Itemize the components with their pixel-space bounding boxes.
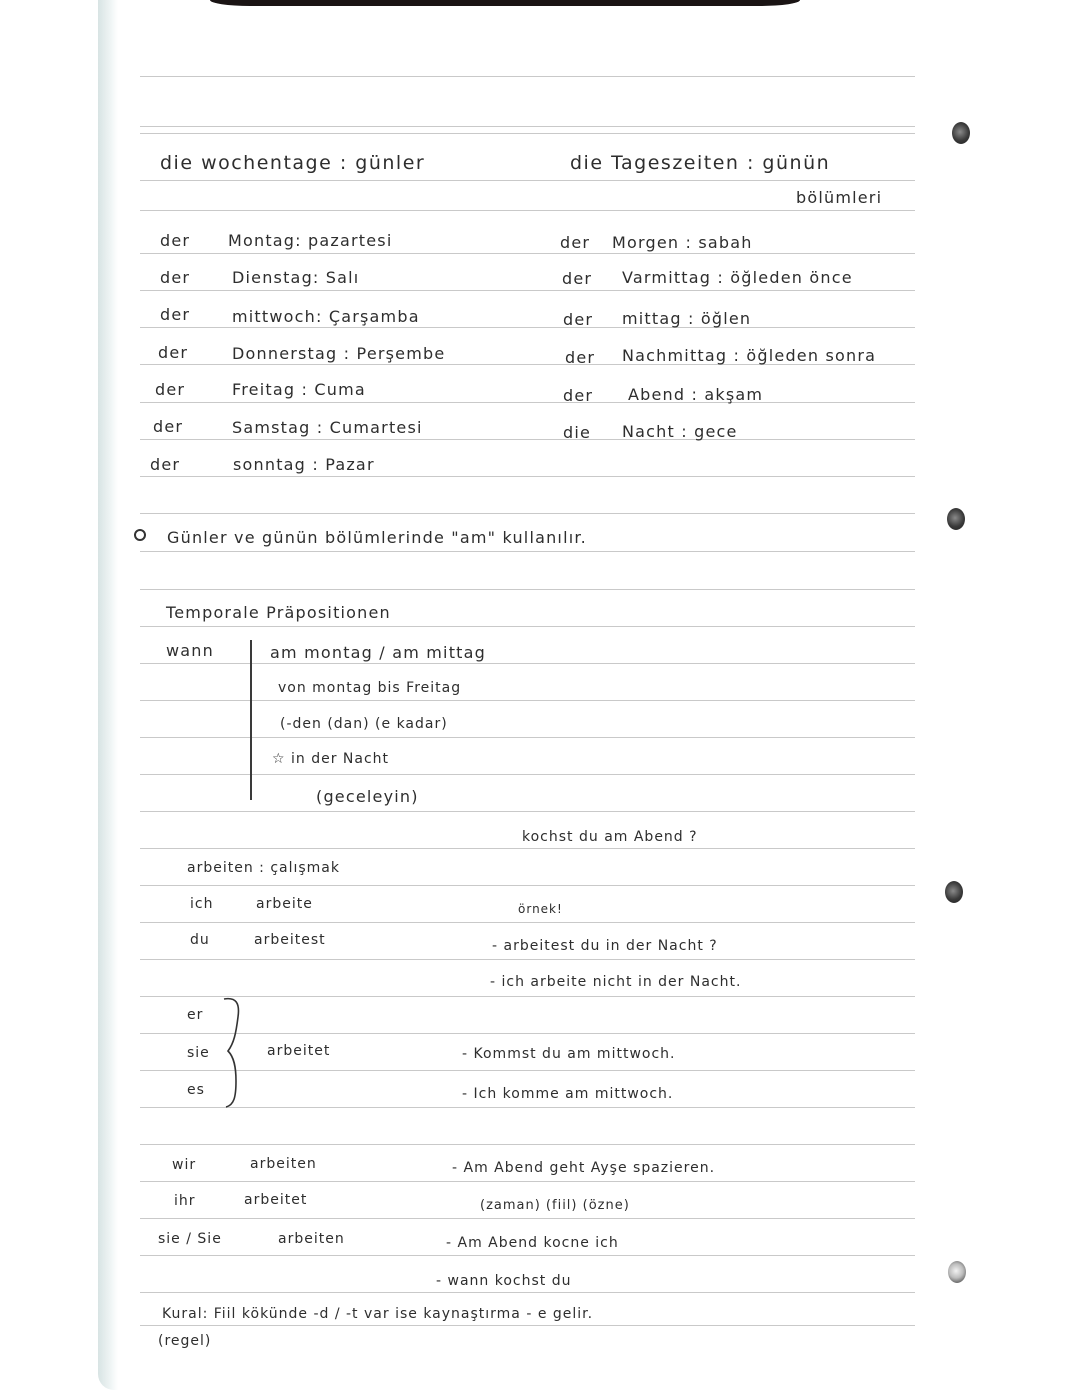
verb-form: arbeitest	[254, 932, 326, 948]
binder-hole	[945, 881, 963, 903]
daypart-word: Morgen : sabah	[612, 233, 753, 252]
ruled-line	[140, 885, 915, 886]
ruled-line	[140, 1033, 915, 1034]
example-line: - Am Abend geht Ayşe spazieren.	[452, 1160, 716, 1176]
ruled-line	[140, 774, 915, 775]
verb-form: arbeiten	[250, 1156, 317, 1172]
daypart-article: der	[562, 269, 593, 288]
ruled-line	[140, 1325, 915, 1326]
preposition-line: von montag bis Freitag	[278, 680, 462, 696]
ruled-line	[140, 1255, 915, 1256]
page-edge	[98, 0, 118, 1390]
ruled-line	[140, 76, 915, 77]
ruled-line	[140, 253, 915, 254]
question-example: kochst du am Abend ?	[522, 829, 698, 845]
daypart-article: der	[565, 348, 596, 367]
ruled-line	[140, 737, 915, 738]
binder-hole	[952, 122, 970, 144]
ruled-line	[140, 402, 915, 403]
weekday-word: Dienstag: Salı	[232, 268, 360, 287]
weekday-article: der	[153, 417, 184, 436]
ruled-line	[140, 811, 915, 812]
ruled-line	[140, 476, 915, 477]
ruled-line	[140, 663, 915, 664]
prepositions-title: Temporale Präpositionen	[166, 603, 391, 622]
daypart-word: Varmittag : öğleden önce	[622, 268, 853, 287]
ruled-line	[140, 1181, 915, 1182]
pronoun: du	[190, 932, 210, 948]
daypart-article: der	[563, 310, 594, 329]
weekday-article: der	[155, 380, 186, 399]
bullet-icon	[134, 529, 146, 541]
binder-hole	[947, 508, 965, 530]
verb-form: arbeitet	[244, 1192, 308, 1208]
ruled-line	[140, 1292, 915, 1293]
preposition-line: (geceleyin)	[316, 787, 419, 806]
ruled-line	[140, 959, 915, 960]
preposition-line: (-den (dan) (e kadar)	[280, 716, 448, 732]
example-line: - Kommst du am mittwoch.	[462, 1046, 676, 1062]
example-line: - Am Abend kocne ich	[446, 1235, 619, 1251]
preposition-line: ☆ in der Nacht	[272, 751, 390, 767]
verb-form: arbeitet	[267, 1043, 331, 1059]
dayparts-title: die Tageszeiten : günün	[570, 152, 831, 174]
ruled-line	[140, 180, 915, 181]
prepositions-question: wann	[166, 641, 214, 660]
weekday-article: der	[160, 305, 191, 324]
verb-form: arbeite	[256, 896, 313, 912]
ruled-line	[140, 1144, 915, 1145]
pronoun: es	[187, 1082, 205, 1098]
weekday-word: Donnerstag : Perşembe	[232, 344, 446, 363]
ruled-line	[140, 626, 915, 627]
dayparts-title-cont: bölümleri	[796, 188, 883, 207]
curly-brace-icon	[222, 995, 244, 1110]
daypart-article: der	[560, 233, 591, 252]
weekday-word: Montag: pazartesi	[228, 231, 393, 250]
weekday-article: der	[150, 455, 181, 474]
daypart-word: Nachmittag : öğleden sonra	[622, 346, 877, 365]
daypart-word: Nacht : gece	[622, 422, 738, 441]
ruled-line	[140, 589, 915, 590]
rule-text: Kural: Fiil kökünde -d / -t var ise kaynaştırma - e gelir.	[162, 1306, 594, 1322]
binder-shadow	[210, 0, 800, 6]
example-line: - arbeitest du in der Nacht ?	[492, 938, 718, 954]
ruled-line	[140, 996, 915, 997]
ruled-line	[140, 1070, 915, 1071]
weekday-word: mittwoch: Çarşamba	[232, 307, 420, 326]
ruled-line	[140, 1218, 915, 1219]
examples-label: örnek!	[518, 902, 563, 916]
example-annotation: (zaman) (fiil) (özne)	[480, 1198, 630, 1213]
pronoun: ihr	[174, 1193, 196, 1209]
binder-hole	[948, 1261, 966, 1283]
pronoun: sie	[187, 1045, 210, 1061]
ruled-line	[140, 210, 915, 211]
ruled-line	[140, 848, 915, 849]
ruled-line	[140, 327, 915, 328]
pronoun: wir	[172, 1157, 197, 1173]
verb-definition: arbeiten : çalışmak	[187, 860, 340, 876]
daypart-article: die	[563, 423, 592, 442]
weekday-word: Freitag : Cuma	[232, 380, 366, 399]
ruled-line	[140, 439, 915, 440]
example-line: - Ich komme am mittwoch.	[462, 1086, 674, 1102]
note-am: Günler ve günün bölümlerinde "am" kullanılır.	[167, 528, 587, 547]
ruled-line	[140, 133, 915, 134]
daypart-article: der	[563, 386, 594, 405]
weekday-word: sonntag : Pazar	[233, 455, 375, 474]
pronoun: ich	[190, 896, 214, 912]
daypart-word: mittag : öğlen	[622, 309, 752, 328]
ruled-line	[140, 922, 915, 923]
ruled-line	[140, 551, 915, 552]
divider-line	[250, 640, 252, 800]
ruled-line	[140, 700, 915, 701]
weekdays-title: die wochentage : günler	[160, 152, 426, 174]
weekday-article: der	[160, 268, 191, 287]
pronoun: er	[187, 1007, 204, 1023]
weekday-article: der	[158, 343, 189, 362]
pronoun: sie / Sie	[158, 1231, 222, 1247]
weekday-article: der	[160, 231, 191, 250]
verb-form: arbeiten	[278, 1231, 345, 1247]
ruled-line	[140, 513, 915, 514]
preposition-line: am montag / am mittag	[270, 643, 487, 662]
daypart-word: Abend : akşam	[628, 385, 764, 404]
ruled-line	[140, 290, 915, 291]
ruled-line	[140, 1107, 915, 1108]
example-line: - ich arbeite nicht in der Nacht.	[490, 974, 742, 990]
ruled-line	[140, 126, 915, 127]
rule-label: (regel)	[158, 1333, 212, 1349]
weekday-word: Samstag : Cumartesi	[232, 418, 423, 437]
example-line: - wann kochst du	[436, 1273, 572, 1289]
